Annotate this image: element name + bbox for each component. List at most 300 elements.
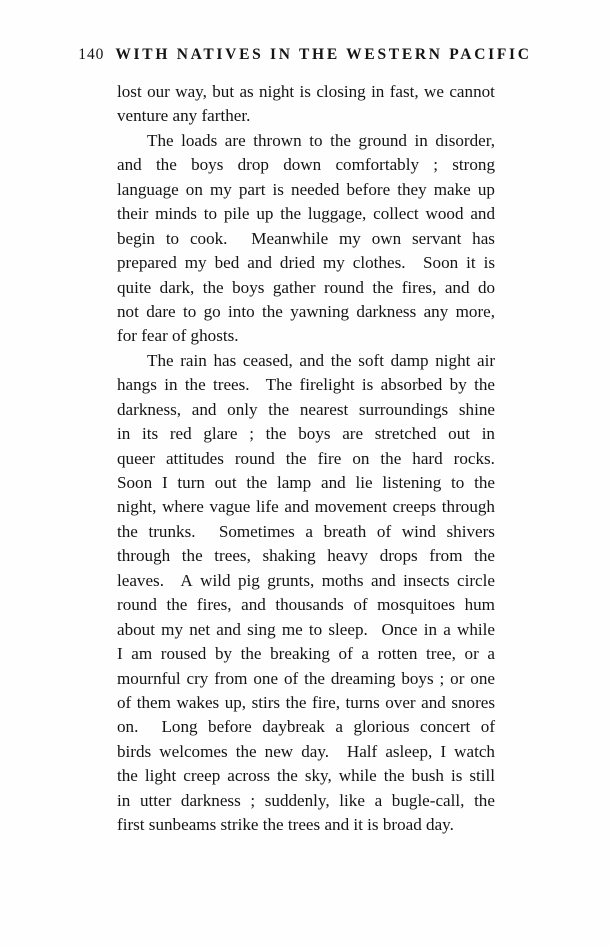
word: through	[117, 546, 171, 566]
word: the	[181, 546, 203, 566]
word-space	[220, 764, 227, 788]
word: insects	[403, 570, 450, 590]
word-space	[446, 740, 454, 764]
text-line	[117, 349, 495, 373]
word: the	[474, 375, 495, 395]
word: in	[117, 790, 131, 810]
word-space	[419, 153, 433, 177]
word-space	[339, 178, 346, 202]
word-space	[264, 276, 272, 300]
word: of	[480, 717, 496, 737]
word-space	[409, 715, 420, 739]
word-space	[231, 569, 238, 593]
word: stirs	[251, 692, 281, 712]
text-line	[117, 789, 495, 813]
word-space	[205, 471, 215, 495]
word-space	[348, 398, 359, 422]
word: over	[385, 692, 416, 712]
word-space	[232, 642, 241, 666]
word: the	[285, 692, 307, 712]
word: tree,	[426, 644, 456, 664]
word: the	[474, 790, 495, 810]
word: before	[208, 717, 252, 737]
word: servant	[411, 228, 462, 248]
word: the	[261, 301, 283, 321]
word: I	[117, 644, 123, 664]
word: own	[371, 228, 402, 248]
word-space	[470, 276, 478, 300]
word: and	[421, 692, 446, 712]
word: wind	[401, 521, 436, 541]
word: moths	[321, 570, 364, 590]
word: one	[253, 668, 279, 688]
word-space	[321, 153, 335, 177]
word-space	[351, 129, 359, 153]
word-space	[314, 569, 321, 593]
word: disorder,	[435, 130, 496, 150]
text-line	[117, 324, 495, 348]
word: strong	[452, 155, 495, 175]
word-space	[377, 764, 384, 788]
word-space	[293, 740, 301, 764]
word-space	[246, 129, 254, 153]
word-space	[401, 447, 412, 471]
word: and	[247, 253, 272, 273]
word: Once	[381, 619, 418, 639]
word: are	[224, 130, 246, 150]
word-space	[332, 764, 339, 788]
word: vague	[209, 497, 251, 517]
word-space	[207, 251, 215, 275]
word-space	[250, 202, 257, 226]
word-space	[470, 715, 481, 739]
word: my	[322, 253, 345, 273]
word-space	[139, 300, 146, 324]
word: ;	[433, 155, 439, 175]
word-space	[228, 740, 236, 764]
word: red	[169, 424, 192, 444]
word-space	[373, 471, 383, 495]
word-space	[171, 789, 181, 813]
word: ground	[358, 130, 407, 150]
word-space	[152, 471, 162, 495]
word-space	[262, 642, 271, 666]
word-space	[364, 569, 371, 593]
word-space	[364, 276, 372, 300]
word: circle	[457, 570, 495, 590]
word: still	[469, 766, 496, 786]
word: glorious	[353, 717, 410, 737]
word-space	[198, 715, 209, 739]
word-space	[429, 349, 436, 373]
word-space	[467, 373, 474, 397]
word-space	[270, 764, 277, 788]
word: fire	[317, 448, 342, 468]
text-line	[117, 129, 495, 153]
word: prepared	[117, 253, 177, 273]
text-line	[117, 544, 495, 568]
word: darkness	[180, 790, 241, 810]
word: and	[470, 204, 495, 224]
word-space	[298, 764, 305, 788]
word: begin	[117, 228, 155, 248]
word: hum	[464, 595, 495, 615]
word: of	[117, 692, 132, 712]
word-space	[223, 153, 237, 177]
text-line	[117, 764, 495, 788]
word: the	[285, 448, 307, 468]
word: across	[227, 766, 270, 786]
word-space	[217, 202, 224, 226]
word-space	[419, 202, 426, 226]
word: and	[117, 155, 142, 175]
word-space	[448, 300, 455, 324]
word: and	[299, 350, 325, 370]
word-space	[345, 251, 353, 275]
word-space	[155, 227, 166, 251]
word: gather	[272, 277, 316, 297]
word: shivers	[446, 521, 495, 541]
word: round	[117, 595, 157, 615]
word: up	[256, 204, 274, 224]
word: into	[228, 301, 255, 321]
line-text: for fear of ghosts.	[117, 326, 239, 346]
word-space	[470, 349, 477, 373]
word: breath	[323, 521, 367, 541]
word: go	[203, 301, 221, 321]
word: do	[477, 277, 496, 297]
word-space	[323, 129, 331, 153]
word: asleep,	[385, 741, 433, 761]
word: or	[450, 668, 465, 688]
word: to	[309, 130, 323, 150]
word: darkness	[356, 301, 417, 321]
word: attitudes	[165, 448, 224, 468]
word-space	[436, 520, 447, 544]
word: Sometimes	[218, 521, 295, 541]
word: turn	[177, 473, 205, 492]
word-space	[123, 642, 132, 666]
text-line	[117, 251, 495, 275]
word: hangs	[117, 375, 157, 395]
text-line	[117, 178, 495, 202]
word: they	[397, 179, 427, 199]
word-space	[406, 251, 424, 275]
word: my	[161, 619, 184, 639]
word: my	[209, 179, 232, 199]
word-space	[193, 569, 200, 593]
word: part	[238, 179, 266, 199]
word: their	[117, 204, 149, 224]
word: a	[487, 644, 495, 664]
word: ;	[250, 790, 256, 810]
word-space	[363, 422, 375, 446]
word-space	[463, 544, 475, 568]
word: A	[180, 570, 193, 590]
word: by	[214, 644, 233, 664]
word: the	[304, 668, 325, 688]
text-line	[117, 813, 495, 837]
word-space	[138, 764, 145, 788]
word-space	[366, 202, 373, 226]
word: the	[330, 350, 352, 370]
word: it	[466, 253, 476, 273]
word: through	[441, 497, 495, 517]
word-space	[448, 398, 459, 422]
word-space	[428, 129, 436, 153]
word-space	[275, 447, 286, 471]
word: out	[214, 473, 237, 492]
running-title: WITH NATIVES IN THE WESTERN PACIFIC	[115, 46, 532, 63]
word: minds	[155, 204, 197, 224]
word: cannot	[449, 82, 495, 101]
word-space	[324, 349, 331, 373]
word: fires,	[196, 595, 232, 615]
word-space	[462, 764, 469, 788]
word-space	[168, 471, 178, 495]
word: the	[268, 399, 290, 419]
text-line	[117, 398, 495, 422]
word: night	[259, 82, 295, 101]
text-line	[117, 740, 495, 764]
word: utter	[139, 790, 172, 810]
word: my	[339, 228, 361, 248]
word-space	[289, 398, 300, 422]
word-space	[254, 422, 266, 446]
word-space	[293, 349, 300, 373]
word: as	[239, 82, 254, 101]
word-space	[368, 544, 380, 568]
word: lamp	[277, 473, 312, 492]
word: luggage,	[307, 204, 367, 224]
word: grunts,	[267, 570, 315, 590]
word-space	[471, 178, 478, 202]
word-space	[390, 178, 397, 202]
word-space	[203, 178, 210, 202]
word: our	[147, 82, 170, 101]
word-space	[295, 520, 306, 544]
word: is	[361, 375, 374, 395]
word: them	[136, 692, 171, 712]
word-space	[442, 373, 449, 397]
word: rotten	[377, 644, 418, 664]
word-space	[330, 789, 340, 813]
word: the	[276, 766, 298, 786]
word: a	[335, 717, 343, 737]
word-space	[401, 227, 412, 251]
word: the	[280, 204, 302, 224]
word: Soon	[423, 253, 459, 273]
word-space	[158, 422, 170, 446]
word: ;	[249, 424, 254, 444]
word-space	[396, 569, 403, 593]
word-space	[311, 471, 321, 495]
word-space	[382, 789, 392, 813]
word: a	[361, 644, 369, 664]
word: absorbed	[380, 375, 443, 395]
word-space	[316, 544, 328, 568]
word-space	[315, 251, 323, 275]
word-space	[257, 740, 265, 764]
word-space	[203, 544, 215, 568]
word: mosquitoes	[377, 595, 455, 615]
word: in	[414, 130, 428, 150]
word: to	[308, 619, 323, 639]
word-space	[177, 251, 185, 275]
word-space	[329, 740, 347, 764]
page-folio-number: 140	[78, 46, 105, 63]
word: cook.	[189, 228, 228, 248]
word-space	[349, 300, 356, 324]
word-space	[192, 422, 204, 446]
word: wild	[200, 570, 231, 590]
word-space	[461, 227, 472, 251]
line-text: venture any farther.	[117, 106, 251, 126]
word: quite	[117, 277, 152, 297]
word: a	[443, 619, 451, 639]
word: and	[321, 473, 346, 492]
word: pile	[223, 204, 250, 224]
word-space	[179, 178, 186, 202]
text-line	[117, 495, 495, 519]
word-space	[196, 300, 203, 324]
word: in	[423, 619, 437, 639]
word: air	[477, 350, 496, 370]
word-space	[352, 349, 359, 373]
text-line	[117, 642, 495, 666]
text-line	[117, 202, 495, 226]
word-space	[251, 544, 263, 568]
word: about	[117, 619, 155, 639]
word-space	[196, 520, 219, 544]
word-space	[151, 740, 159, 764]
word: of	[338, 644, 353, 664]
word-space	[369, 447, 380, 471]
word-space	[405, 764, 412, 788]
word-space	[443, 447, 454, 471]
word: any	[423, 301, 449, 321]
word: boys	[298, 424, 331, 444]
word-space	[432, 740, 440, 764]
word: wood	[425, 204, 464, 224]
text-line	[117, 715, 495, 739]
word: my	[184, 253, 207, 273]
word: dried	[279, 253, 316, 273]
word: up,	[224, 692, 247, 712]
paragraph-indent	[117, 349, 147, 373]
word-space	[236, 349, 243, 373]
word: of	[376, 521, 392, 541]
word: and	[241, 595, 266, 615]
word: one	[470, 668, 495, 688]
word-space	[384, 349, 391, 373]
text-line	[117, 618, 495, 642]
word: me	[281, 619, 303, 639]
word-space	[366, 520, 377, 544]
word: am	[131, 644, 153, 664]
word-space	[393, 276, 401, 300]
word: trunks.	[148, 521, 196, 541]
word: light	[144, 766, 177, 786]
word-space	[302, 129, 310, 153]
word: The	[147, 130, 174, 150]
word: day.	[301, 741, 330, 761]
word: glare	[203, 424, 238, 444]
word: shine	[458, 399, 495, 419]
word-space	[267, 471, 277, 495]
word-space	[418, 544, 430, 568]
word: darkness,	[117, 399, 182, 419]
word: drops	[379, 546, 418, 566]
word-space	[130, 422, 142, 446]
word: concert	[419, 717, 471, 737]
word: to	[203, 204, 218, 224]
word: I	[161, 473, 168, 492]
word-space	[331, 422, 343, 446]
word: stretched	[374, 424, 437, 444]
word: rocks.	[453, 448, 495, 468]
text-line	[117, 691, 495, 715]
word: only	[227, 399, 258, 419]
word: life	[255, 497, 279, 517]
word: to	[182, 301, 197, 321]
text-line	[117, 373, 495, 397]
text-line	[117, 471, 495, 495]
word: the	[474, 473, 495, 492]
word-space	[255, 789, 265, 813]
word: the	[184, 375, 206, 395]
word: The	[265, 375, 293, 395]
word: but	[212, 82, 235, 101]
word: snores	[451, 692, 496, 712]
word-space	[157, 373, 164, 397]
word: of	[353, 595, 368, 615]
word: on.	[117, 717, 139, 737]
word-space	[330, 642, 339, 666]
word-space	[287, 422, 299, 446]
word-space	[170, 544, 182, 568]
word: fast,	[389, 82, 419, 101]
word-space	[177, 153, 191, 177]
word: turns	[345, 692, 380, 712]
word: from	[429, 546, 463, 566]
word: shaking	[262, 546, 316, 566]
word: are	[342, 424, 364, 444]
word: its	[141, 424, 159, 444]
word: the	[235, 741, 257, 761]
word-space	[237, 471, 247, 495]
word: breaking	[270, 644, 330, 664]
word-space	[301, 202, 308, 226]
word: is	[272, 179, 284, 199]
word: down	[283, 155, 322, 175]
word-space	[174, 129, 182, 153]
word-space	[155, 447, 166, 471]
word: in	[117, 424, 131, 444]
word: leaves.	[117, 570, 164, 590]
word: in	[164, 375, 178, 395]
word: a	[374, 790, 383, 810]
word-space	[138, 715, 161, 739]
word: has	[213, 350, 237, 370]
word: ;	[439, 668, 445, 688]
word: suddenly,	[264, 790, 330, 810]
text-line	[117, 593, 495, 617]
word-space	[207, 349, 214, 373]
word-space	[436, 276, 444, 300]
word: Long	[161, 717, 198, 737]
word: round	[324, 277, 364, 297]
